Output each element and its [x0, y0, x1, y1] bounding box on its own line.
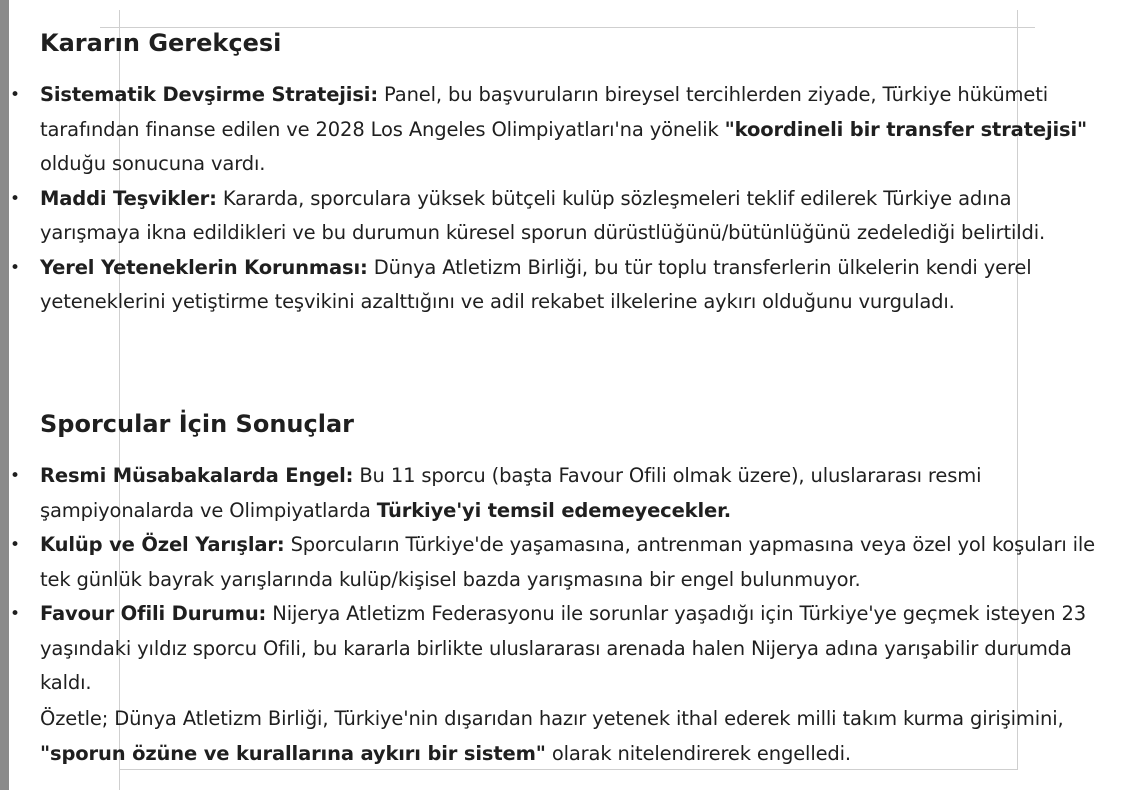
- bullet-icon: •: [10, 535, 20, 555]
- list-item: [0, 459, 1110, 528]
- item-title: Yerel Yeteneklerin Korunması:: [40, 255, 368, 279]
- item-emphasis: "koordineli bir transfer stratejisi": [724, 117, 1088, 141]
- item-text: Bu 11 sporcu (başta Favour Ofili olmak üzere), uluslararası resmi şampiyonalarda ve Olimpiyatlarda: [40, 464, 982, 522]
- item-title: Favour Ofili Durumu:: [40, 602, 267, 625]
- item-text: Panel, bu başvuruların bireysel tercihlerden ziyade, Türkiye hükümeti tarafından finanse edilen ve 2028 Los Angeles Olimpiyatları'na yönelik: [40, 83, 1048, 141]
- item-text: Nijerya Atletizm Federasyonu ile sorunlar yaşadığı için Türkiye'ye geçmek isteyen 23 yaşındaki yıldız sporcu Ofili, bu kararla birlikte uluslararası arenada halen Nijerya adına yarışabilir durumda kaldı.: [40, 602, 1086, 694]
- list-item: [0, 78, 1110, 182]
- item-text: Kararda, sporculara yüksek bütçeli kulüp sözleşmeleri teklif edilerek Türkiye adına yarışmaya ikna edildikleri ve bu durumun küresel sporun dürüstlüğünü/bütünlüğünü zedelediği belirtildi.: [40, 186, 1046, 244]
- section-heading: Sporcular İçin Sonuçlar: [40, 410, 354, 438]
- summary-text: Özetle; Dünya Atletizm Birliği, Türkiye'nin dışarıdan hazır yetenek ithal ederek milli takım kurma girişimini,: [40, 707, 1064, 730]
- bullet-list: [0, 459, 1110, 701]
- list-item: [0, 182, 1110, 251]
- item-title: Sistematik Devşirme Stratejisi:: [40, 83, 378, 106]
- summary-text: olarak nitelendirerek engelledi.: [545, 741, 851, 765]
- item-text: Sporcuların Türkiye'de yaşamasına, antrenman yapmasına veya özel yol koşuları ile tek günlük bayrak yarışlarında kulüp/kişisel bazda yarışmasına bir engel bulunmuyor.: [40, 533, 1096, 591]
- bullet-list: [0, 78, 1110, 320]
- list-item: [0, 251, 1110, 320]
- item-title: Maddi Teşvikler:: [40, 186, 217, 210]
- summary-paragraph: [40, 702, 1110, 771]
- section-heading: Kararın Gerekçesi: [40, 29, 282, 57]
- item-emphasis: Türkiye'yi temsil edemeyecekler.: [376, 498, 732, 522]
- list-item: [0, 597, 1110, 701]
- bullet-icon: •: [10, 466, 20, 486]
- item-text: olduğu sonucuna vardı.: [40, 152, 266, 175]
- bullet-icon: •: [10, 257, 20, 278]
- bullet-icon: •: [10, 188, 20, 209]
- bullet-icon: •: [10, 604, 20, 624]
- item-title: Kulüp ve Özel Yarışlar:: [40, 533, 285, 556]
- list-item: [0, 528, 1110, 597]
- item-title: Resmi Müsabakalarda Engel:: [40, 464, 354, 487]
- item-text: Dünya Atletizm Birliği, bu tür toplu transferlerin ülkelerin kendi yerel yeteneklerini yetiştirme teşvikini azalttığını ve adil rekabet ilkelerine aykırı olduğunu vurguladı.: [40, 255, 1032, 313]
- summary-emphasis: "sporun özüne ve kurallarına aykırı bir sistem": [40, 741, 546, 765]
- bullet-icon: •: [10, 85, 20, 105]
